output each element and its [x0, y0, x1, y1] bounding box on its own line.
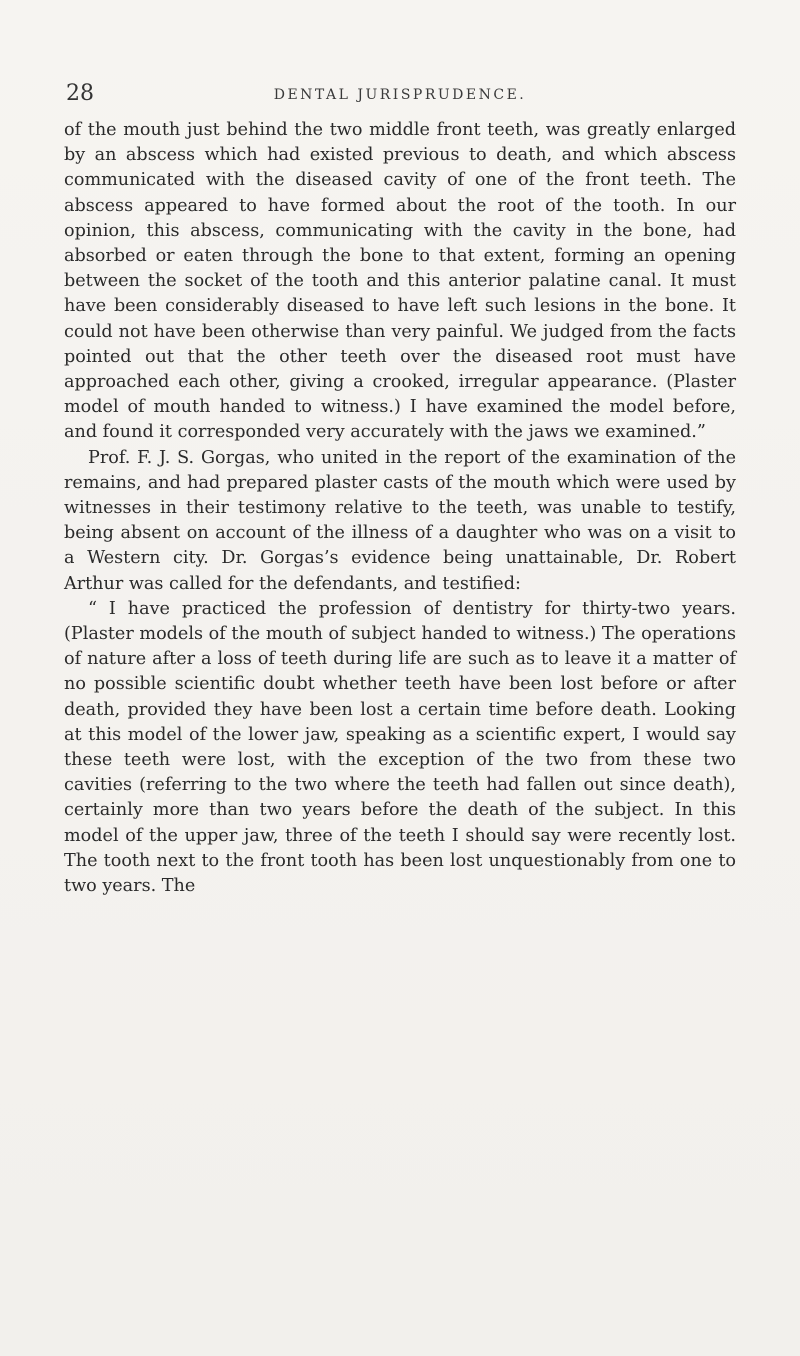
paragraph-testimony: “ I have practiced the profession of dentistry for thirty-two years. (Plaster models of the mouth of subject handed to witness.) The operations of nature after a loss of teeth during life are such as to leave it a matter of no possible scientific doubt whether teeth have been lost before or after death, provided they have been lost a certain time before death. Looking at this model of the lower jaw, speaking as a scientific expert, I would say these teeth were lost, with the exception of the two from these two cavities (referring to the two where the teeth had fallen out since death), certainly more than two years before the death of the subject. In this model of the upper jaw, three of the teeth I should say were recently lost. The tooth next to the front tooth has been lost unquestionably from one to two years. The	[64, 598, 736, 897]
page-number: 28	[66, 81, 94, 106]
running-head: DENTAL JURISPRUDENCE.	[273, 87, 527, 103]
page-header	[66, 82, 734, 106]
paragraph-continuation: of the mouth just behind the two middle front teeth, was greatly enlarged by an abscess which had existed previous to death, and which abscess communicated with the diseased cavity of one of the front teeth. The abscess appeared to have formed about the root of the tooth. In our opinion, this abscess, communicating with the cavity in the bone, had absorbed or eaten through the bone to that extent, forming an opening between the socket of the tooth and this anterior palatine canal. It must have been considerably diseased to have left such lesions in the bone. It could not have been otherwise than very painful. We judged from the facts pointed out that the other teeth over the diseased root must have approached each other, giving a crooked, irregular appearance. (Plaster model of mouth handed to witness.) I have examined the model before, and found it corresponded very accurately with the jaws we examined.”	[64, 120, 736, 443]
paragraph-gorgas: Prof. F. J. S. Gorgas, who united in the report of the examination of the remains, and had prepared plaster casts of the mouth which were used by witnesses in their testimony relative to the teeth, was unable to testify, being absent on account of the illness of a daughter who was on a visit to a Western city. Dr. Gorgas’s evidence being unattainable, Dr. Robert Arthur was called for the defendants, and testified:	[64, 447, 736, 594]
body-text	[64, 118, 736, 899]
